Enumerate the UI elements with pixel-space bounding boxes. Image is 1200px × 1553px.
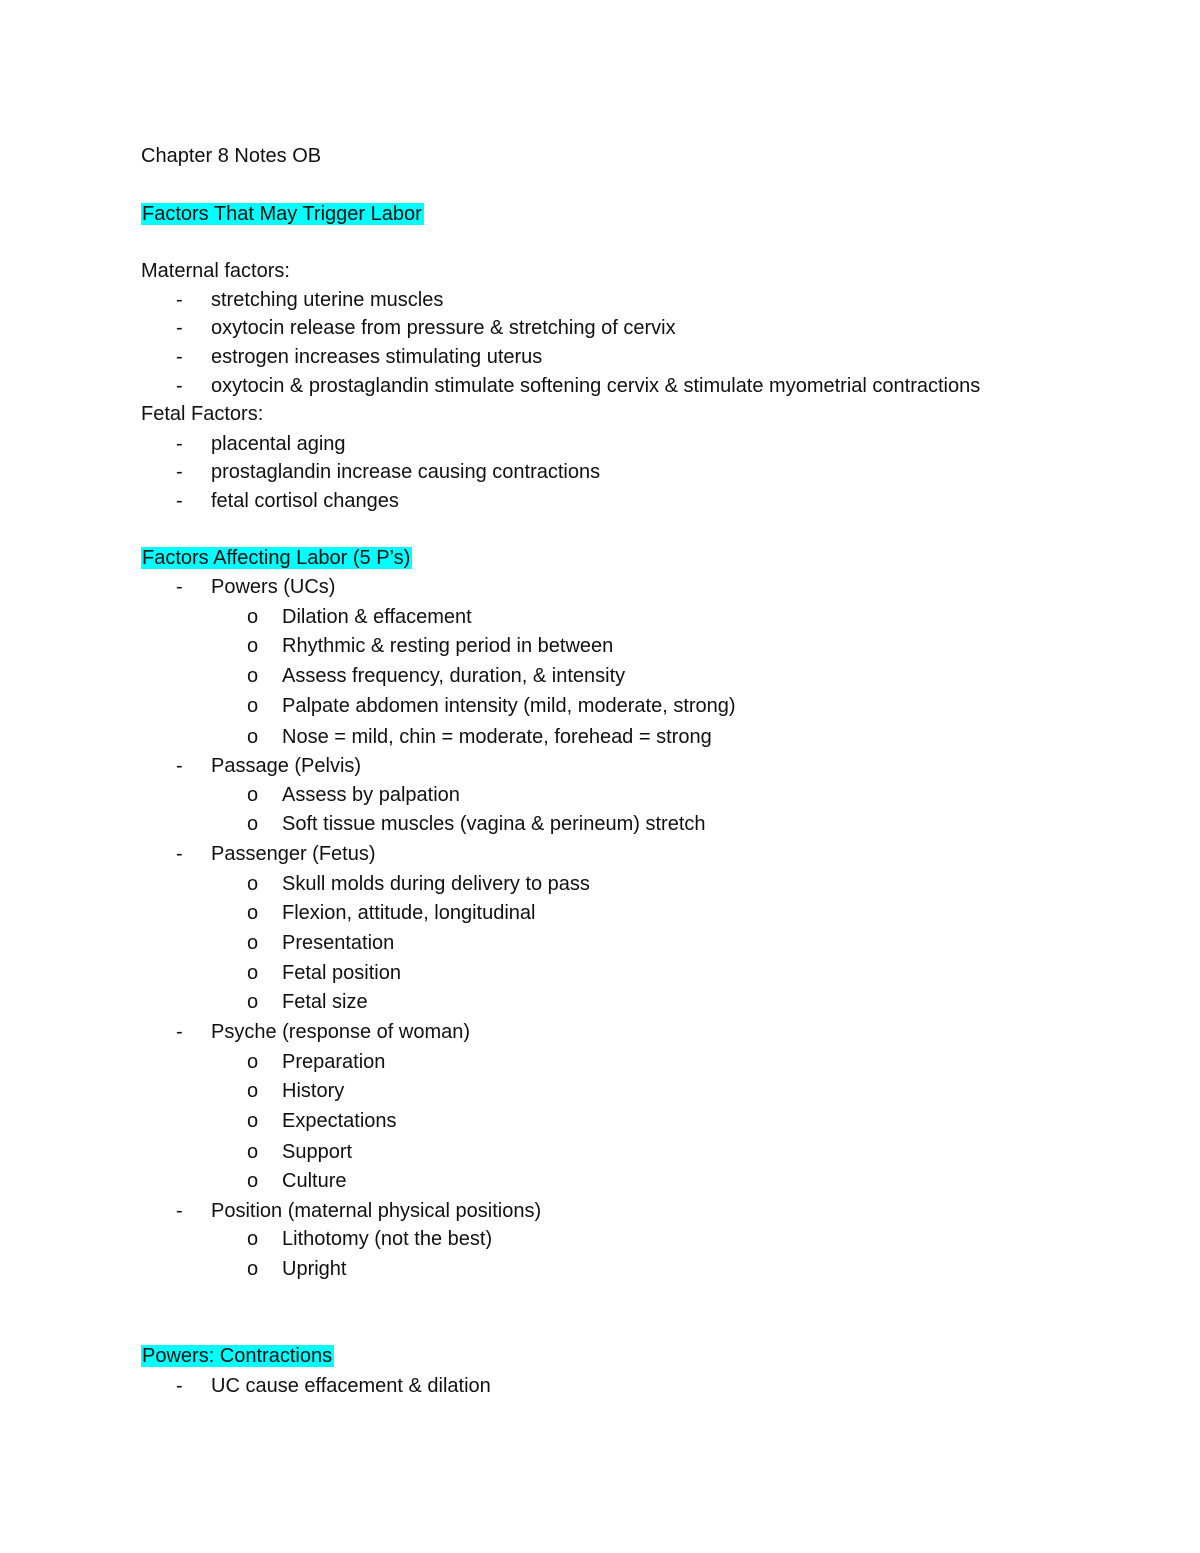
circle-bullet: o [247,873,259,895]
highlighted-heading: Powers: Contractions [142,1345,333,1367]
dash-bullet: - [176,346,183,368]
sub-list-item: Assess frequency, duration, & intensity [282,665,626,687]
circle-bullet: o [247,1258,259,1280]
page-title: Chapter 8 Notes OB [141,145,322,167]
circle-bullet: o [247,1080,259,1102]
circle-bullet: o [247,813,259,835]
circle-bullet: o [247,726,259,748]
dash-bullet: - [176,461,183,483]
dash-bullet: - [176,1021,183,1043]
group-label: Powers (UCs) [211,576,336,598]
dash-bullet: - [176,755,183,777]
sub-list-item: Presentation [282,932,395,954]
highlighted-heading: Factors Affecting Labor (5 P’s) [142,547,411,569]
list-item: oxytocin release from pressure & stretching of cervix [211,317,676,339]
group-label: Passage (Pelvis) [211,755,362,777]
maternal-factors-label: Maternal factors: [141,260,290,282]
circle-bullet: o [247,665,259,687]
dash-bullet: - [176,289,183,311]
section-heading-trigger [141,201,424,227]
dash-bullet: - [176,1200,183,1222]
list-item: UC cause effacement & dilation [211,1375,491,1397]
circle-bullet: o [247,1051,259,1073]
circle-bullet: o [247,1228,259,1250]
dash-bullet: - [176,576,183,598]
fetal-factors-label: Fetal Factors: [141,403,264,425]
circle-bullet: o [247,932,259,954]
sub-list-item: Lithotomy (not the best) [282,1228,493,1250]
section-heading-powers [141,1343,334,1369]
sub-list-item: Culture [282,1170,347,1192]
sub-list-item: Fetal position [282,962,401,984]
dash-bullet: - [176,317,183,339]
sub-list-item: Support [282,1141,353,1163]
circle-bullet: o [247,962,259,984]
list-item: oxytocin & prostaglandin stimulate softening cervix & stimulate myometrial contractions [211,375,981,397]
sub-list-item: Preparation [282,1051,386,1073]
sub-list-item: Assess by palpation [282,784,460,806]
group-label: Passenger (Fetus) [211,843,376,865]
sub-list-item: History [282,1080,345,1102]
circle-bullet: o [247,695,259,717]
circle-bullet: o [247,991,259,1013]
dash-bullet: - [176,375,183,397]
sub-list-item: Dilation & effacement [282,606,472,628]
group-label: Psyche (response of woman) [211,1021,471,1043]
sub-list-item: Rhythmic & resting period in between [282,635,614,657]
circle-bullet: o [247,1110,259,1132]
circle-bullet: o [247,1170,259,1192]
circle-bullet: o [247,606,259,628]
group-label: Position (maternal physical positions) [211,1200,542,1222]
sub-list-item: Nose = mild, chin = moderate, forehead = strong [282,726,712,748]
sub-list-item: Soft tissue muscles (vagina & perineum) stretch [282,813,706,835]
sub-list-item: Fetal size [282,991,368,1013]
list-item: prostaglandin increase causing contractions [211,461,601,483]
sub-list-item: Expectations [282,1110,397,1132]
dash-bullet: - [176,490,183,512]
dash-bullet: - [176,843,183,865]
sub-list-item: Palpate abdomen intensity (mild, moderate, strong) [282,695,736,717]
sub-list-item: Skull molds during delivery to pass [282,873,590,895]
circle-bullet: o [247,902,259,924]
circle-bullet: o [247,784,259,806]
list-item: placental aging [211,433,346,455]
dash-bullet: - [176,433,183,455]
highlighted-heading: Factors That May Trigger Labor [142,203,422,225]
section-heading-affecting [141,545,412,571]
list-item: fetal cortisol changes [211,490,399,512]
circle-bullet: o [247,635,259,657]
dash-bullet: - [176,1375,183,1397]
circle-bullet: o [247,1141,259,1163]
list-item: estrogen increases stimulating uterus [211,346,543,368]
list-item: stretching uterine muscles [211,289,444,311]
sub-list-item: Flexion, attitude, longitudinal [282,902,536,924]
sub-list-item: Upright [282,1258,347,1280]
